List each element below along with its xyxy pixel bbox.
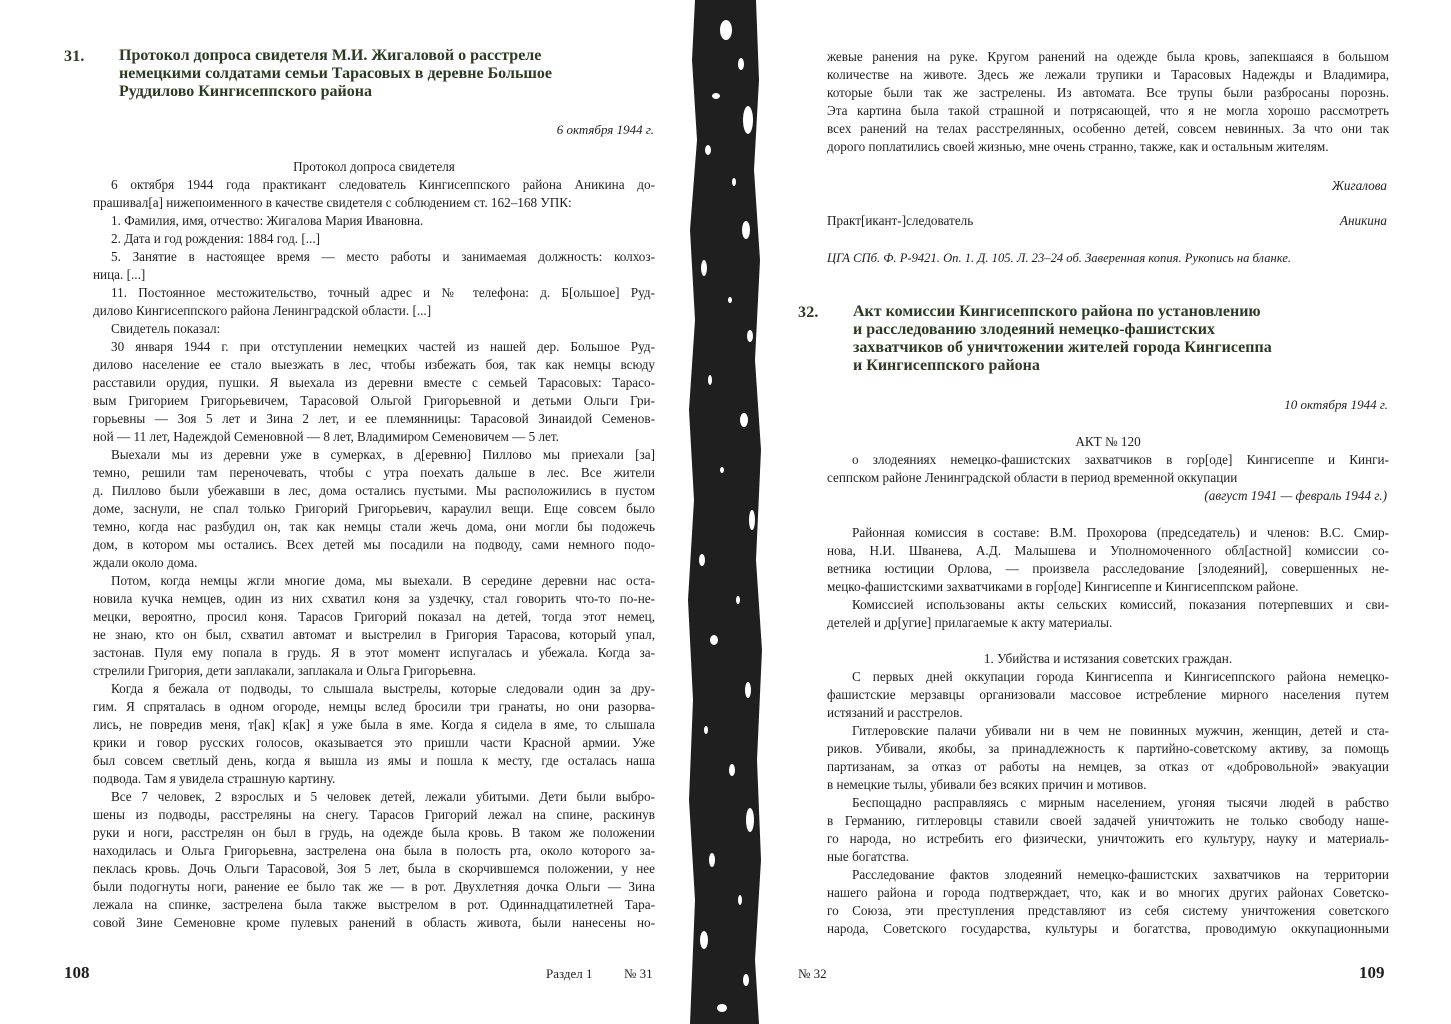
text-line: Когда я бежала от подводы, то слышала выстрелы, которые следовали один за дру- (111, 681, 655, 696)
act-subtitle: сеппском районе Ленинградской области в период временной оккупации (827, 470, 1238, 485)
text-line: находилась и Ольга Григорьевна, застрелена она была в полость рта, около которого за- (93, 843, 655, 858)
text-line: дорого поплатились своей жизнью, мне очень странно, также, как и остальным жителям. (827, 139, 1329, 154)
title-line: и Кингисеппского района (853, 357, 1040, 374)
text-line: новила кучка немцев, один из них схватил коня за уздечку, стал говорить что-то по-не- (93, 591, 655, 606)
act-heading: АКТ № 120 (1075, 434, 1141, 449)
text-line: гим. Я спряталась в одном огороде, немцы вслед бросили три гранаты, но они разорва- (93, 699, 655, 714)
text-line: нашего района и города подтверждает, что, как и во многих других районах Советско- (827, 885, 1389, 900)
text-line: шены из подводы, расстреляны на снегу. Тарасов Григорий лежал на спине, раскинув (93, 807, 655, 822)
text-line: го Союза, эти преступления представляют из себя систему уничтожения советского (827, 903, 1389, 918)
text-line: жевые ранения на руке. Кругом ранений на одежде была кровь, запекшаяся в большом (827, 49, 1389, 64)
gutter-ink-strip (686, 0, 764, 1024)
ink-texture (686, 0, 764, 1024)
text-line: С первых дней оккупации города Кингисеппа и Кингисеппского района немецко- (852, 669, 1389, 684)
text-line: народа, Советского государства, культуры и богатства, проводимую оккупационными (827, 921, 1389, 936)
document-title (853, 303, 1272, 375)
text-line: Эта картина была такой страшной и потрясающей, что я не могла хорошо рассмотреть (827, 103, 1389, 118)
text-line: Комиссией использованы акты сельских комиссий, показания потерпевших и сви- (852, 597, 1389, 612)
text-line: Беспощадно расправляясь с мирным населением, угоняя тысячи людей в рабство (852, 795, 1389, 810)
text-line: Гитлеровские палачи убивали ни в чем не повинных мужчин, женщин, детей и ста- (852, 723, 1389, 738)
text-line: в Германию, гитлеровцы ставили своей задачей уничтожить не только свободу наше- (827, 813, 1389, 828)
text-line: темно, решили там переночевать, чтобы с утра поехать дальше в лес. Все жители (93, 465, 655, 480)
text-line: ждали около дома. (93, 555, 198, 570)
text-line: ной — 11 лет, Надеждой Семеновной — 8 лет, Владимиром Семеновичем — 5 лет. (93, 429, 559, 444)
signer-role: Практ[икант-]следователь (827, 213, 974, 228)
title-line: Руддилово Кингисеппского района (119, 83, 372, 100)
signature-witness: Жигалова (1331, 178, 1387, 193)
text-line: 1. Фамилия, имя, отчество: Жигалова Мария Ивановна. (111, 213, 424, 228)
text-line: ные богатства. (827, 849, 910, 864)
text-line: Все 7 человек, 2 взрослых и 5 человек детей, лежали убитыми. Дети были выбро- (111, 789, 655, 804)
page-number: 109 (1359, 963, 1385, 982)
text-line: дом, в котором мы остались. Всех детей мы посадили на подводу, сами немного подо- (93, 537, 655, 552)
text-line: мецки, вероятно, просил коня. Тарасов Григорий показал на детей, тогда этот немец, (93, 609, 655, 624)
text-line: истязаний и расстрелов. (827, 705, 963, 720)
act-header (827, 433, 1389, 505)
act-subtitle: о злодеяниях немецко-фашистских захватчиков в гор[оде] Кингисеппе и Кинги- (852, 452, 1389, 467)
text-line: мецко-фашистскими захватчиками в гор[оде] Кингисеппе и Кингисеппском районе. (827, 579, 1299, 594)
running-doc-number: № 32 (798, 966, 827, 981)
text-line: 5. Занятие в настоящее время — место работы и занимаемая должность: колхоз- (111, 249, 655, 264)
text-line: количестве на животе. Здесь же лежали трупики и Тарасовых Надежды и Владимира, (827, 67, 1389, 82)
title-line: немецкими солдатами семьи Тарасовых в деревне Большое (119, 65, 553, 82)
document-number: 31. (64, 48, 85, 65)
text-line: которые были так же застрелены. Из автомата. Все трупы были разбросаны порознь. (827, 85, 1389, 100)
text-line: дилово население ее стало выезжать в лес, чтобы избежать боя, так как немцы всюду (93, 357, 655, 372)
text-line: лись, не повредив меня, т[ак] к[ак] я уже была в яме. Когда я сидела в яме, то слышала (93, 717, 655, 732)
section-heading: 1. Убийства и истязания советских граждан. (983, 651, 1233, 666)
document-body (93, 158, 655, 932)
text-line: детелей и др[угие] прилагаемые к акту материалы. (827, 615, 1113, 630)
text-line: д. Пиллово были убежавши в лес, дома остались пустыми. Мы расположились в пустом (93, 483, 655, 498)
text-line: горьевны — Зоя 5 лет и Зина 2 лет, и ее племянницы: Тарасовой Зинаидой Семенов- (93, 411, 655, 426)
text-line: руки и ноги, расстрелян он был в грудь, на одежде была кровь. В таком же положении (93, 825, 655, 840)
text-line: крики и говор русских голосов, оказывается это пришли части Красной армии. Уже (93, 735, 655, 750)
text-line: стрелили Григория, дети заплакали, заплакала и Ольга Григорьевна. (93, 663, 477, 678)
text-line: пеклась кровь. Дочь Ольги Тарасовой, Зоя 5 лет, была в скорчившемся положении, у нее (93, 861, 655, 876)
text-line: 30 января 1944 г. при отступлении немецких частей из нашей дер. Большое Руд- (111, 339, 655, 354)
text-line: застонав. Пуля ему попала в грудь. Я в этот момент испугалась и убежала. Когда за- (93, 645, 655, 660)
document-date: 10 октября 1944 г. (1284, 397, 1388, 412)
act-period: (август 1941 — февраль 1944 г.) (1204, 488, 1387, 503)
text-line: не знаю, кто он был, схватил автомат и выстрелил в Григория Тарасова, который упал, (93, 627, 655, 642)
text-line: подвода. Там я увидела страшную картину. (93, 771, 336, 786)
text-line: Расследование фактов злодеяний немецко-фашистских захватчиков на территории (852, 867, 1389, 882)
text-line: всех ранений на телах расстрелянных, особенно детей, совсем невинных. За что они так (827, 121, 1389, 136)
text-line: были подогнуты ноги, ранение ее было так же — в рот. Двухлетняя дочка Ольги — Зина (93, 879, 655, 894)
text-line: ница. [...] (93, 267, 146, 282)
text-line: Потом, когда немцы жгли многие дома, мы выехали. В середине деревни нас оста- (111, 573, 655, 588)
text-line: лежала на спинке, застрелена была также выстрелом в рот. Одиннадцатилетней Тара- (93, 897, 655, 912)
text-line: доме, заснули, не спал только Григорий Григорьевич, караулил вещи. Еще совсем было (93, 501, 655, 516)
document-number: 32. (798, 304, 819, 321)
text-line: Свидетель показал: (111, 321, 221, 336)
text-line: темно, когда нас разбудил он, так как немцы стали жечь дома, они могли бы подожечь (93, 519, 655, 534)
act-body (827, 524, 1389, 938)
text-line: дилово Кингисеппского района Ленинградской области. [...] (93, 303, 432, 318)
text-line: го народа, но истребить его физически, уничтожить его культуру, науку и материаль- (827, 831, 1389, 846)
title-line: Акт комиссии Кингисеппского района по установлению (853, 303, 1261, 320)
text-line: риков. Убивали, якобы, за принадлежность к партийно-советскому активу, за помощь (827, 741, 1389, 756)
text-line: фашистские мерзавцы организовали массовое истребление мирного населения путем (827, 687, 1389, 702)
running-doc-number: № 31 (624, 966, 653, 981)
text-line: совой Зине Семеновне кроме пулевых ранений в область живота, были нанесены но- (93, 915, 655, 930)
text-line: расставили орудия, пушки. Я выехала из деревни вместе с семьей Тарасовых: Тарасо- (93, 375, 655, 390)
title-line: захватчиков об уничтожении жителей города Кингисеппа (853, 339, 1272, 356)
left-page (0, 0, 686, 1024)
running-section: Раздел 1 (546, 966, 593, 981)
text-line: прашивал[а] нижепоименного в качестве свидетеля с соблюдением ст. 162–168 УПК: (93, 195, 572, 210)
text-line: 2. Дата и год рождения: 1884 год. [...] (111, 231, 321, 246)
title-line: Протокол допроса свидетеля М.И. Жигаловой о расстреле (119, 47, 542, 64)
right-page (764, 0, 1451, 1024)
text-line: партизанам, за отказ от работы на немцев, за отказ от «добровольной» эвакуации (827, 759, 1389, 774)
text-line: Районная комиссия в составе: В.М. Прохорова (председатель) и членов: В.С. Смир- (852, 525, 1389, 540)
text-line: Выехали мы из деревни уже в сумерках, в д[еревню] Пиллово мы приехали [за] (111, 447, 655, 462)
document-continuation (827, 48, 1389, 156)
text-line: нова, Н.И. Шванева, А.Д. Малышева и Уполномоченного обл[астной] комиссии со- (827, 543, 1389, 558)
archive-reference: ЦГА СПб. Ф. Р-9421. Оп. 1. Д. 105. Л. 23–24 об. Заверенная копия. Рукопись на бланке. (827, 251, 1292, 265)
protocol-heading: Протокол допроса свидетеля (293, 159, 455, 174)
text-line: 6 октября 1944 года практикант следователь Кингисеппского района Аникина до- (111, 177, 655, 192)
document-title (119, 47, 552, 101)
text-line: в немецкие тылы, убивали без всяких причин и мотивов. (827, 777, 1147, 792)
signature-investigator: Аникина (1339, 213, 1387, 228)
text-line: 11. Постоянное местожительство, точный адрес и № телефона: д. Б[ольшое] Руд- (111, 285, 655, 300)
text-line: ветника юстиции Орлова, — произвела расследование [злодеяний], совершенных не- (827, 561, 1389, 576)
text-line: был совсем светлый день, когда я вышла из ямы и пошла к месту, где осталась наша (93, 753, 655, 768)
title-line: и расследованию злодеяний немецко-фашистских (853, 321, 1216, 338)
document-date: 6 октября 1944 г. (556, 122, 654, 137)
text-line: вым Григорием Григорьевичем, Тарасовой Ольгой Григорьевной и детьми Ольги Гри- (93, 393, 655, 408)
page-number: 108 (64, 963, 90, 982)
